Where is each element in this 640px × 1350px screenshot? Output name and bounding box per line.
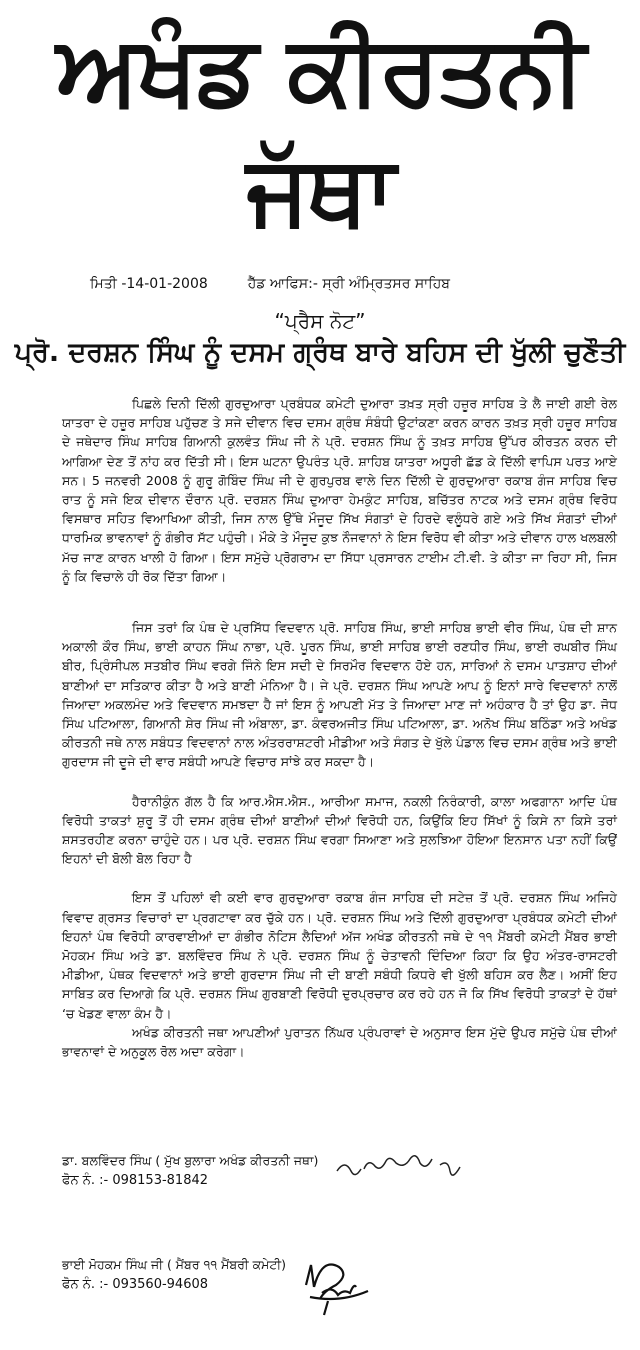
signatory-phone: ਫੋਨ ਨੰ. :- 098153-81842 [62, 1173, 209, 1189]
signatory-name: ਡਾ. ਬਲਵਿੰਦਰ ਸਿੰਘ ( ਮੁੱਖ ਬੁਲਾਰਾ ਅਖੰਡ ਕੀਰਤਨੀ ਜਥਾ) [62, 1153, 319, 1169]
signatory-phone: ਫੋਨ ਨੰ. :- 093560-94608 [62, 1277, 209, 1293]
paragraph: ਪਿਛਲੇ ਦਿਨੀ ਦਿੱਲੀ ਗੁਰਦੁਆਰਾ ਪ੍ਰਬੰਧਕ ਕਮੇਟੀ ਦੁਆਰਾ ਤਖ਼ਤ ਸ੍ਰੀ ਹਜ਼ੂਰ ਸਾਹਿਬ ਤੇ ਲੈ ਜਾਈ ਗਈ ਰੇਲ ਯਾਤਰਾ ਦੇ ਹਜ਼ੂਰ ਸਾਹਿਬ ਪਹੁੱਚਣ ਤੇ ਸਜੇ ਦੀਵਾਨ ਵਿਚ ਦਸਮ ਗ੍ਰੰਥ ਸੰਬੰਧੀ ਉਟਾਂਕਣਾ ਕਰਨ ਕਾਰਨ ਤਖ਼ਤ ਸ੍ਰੀ ਹਜ਼ੂਰ ਸਾਹਿਬ ਦੇ ਜਥੇਦਾਰ ਸਿੰਘ ਸਾਹਿਬ ਗਿਆਨੀ ਕੁਲਵੰਤ ਸਿੰਘ ਜੀ ਨੇ ਪ੍ਰੋ. ਦਰਸ਼ਨ ਸਿੰਘ ਨੂੰ ਤਖ਼ਤ ਸਾਹਿਬ ਉੱਪਰ ਕੀਰਤਨ ਕਰਨ ਦੀ ਆਗਿਆ ਦੇਣ ਤੋਂ ਨਾਂਹ ਕਰ ਦਿੱਤੀ ਸੀ। ਇਸ ਘਟਨਾ ਉਪਰੰਤ ਪ੍ਰੋ. ਸ਼ਾਹਿਬ ਯਾਤਰਾ ਅਧੂਰੀ ਛੱਡ ਕੇ ਦਿੱਲੀ ਵਾਪਿਸ ਪਰਤ ਆਏ ਸਨ। 5 ਜਨਵਰੀ 2008 ਨੂੰ ਗੁਰੂ ਗੋਬਿੰਦ ਸਿੰਘ ਜੀ ਦੇ ਗੁਰਪੁਰਬ ਵਾਲੇ ਦਿਨ ਦਿੱਲੀ ਦੇ ਗੁਰਦੁਆਰਾ ਰਕਾਬ ਗੰਜ ਸਾਹਿਬ ਵਿਚ ਰਾਤ ਨੂੰ ਸਜੇ ਇਕ ਦੀਵਾਨ ਦੌਰਾਨ ਪ੍ਰੋ. ਦਰਸ਼ਨ ਸਿੰਘ ਦੁਆਰਾ ਹੇਮਕੁੰਟ ਸਾਹਿਬ, ਬਚਿੱਤਰ ਨਾਟਕ ਅਤੇ ਦਸਮ ਗ੍ਰੰਥ ਵਿਰੋਧ ਵਿਸਥਾਰ ਸਹਿਤ ਵਿਆਖਿਆ ਕੀਤੀ, ਜਿਸ ਨਾਲ ਉੱਥੇ ਮੌਜੂਦ ਸਿੱਖ ਸੰਗਤਾਂ ਦੇ ਹਿਰਦੇ ਵਲੂੰਧਰੇ ਗਏ ਅਤੇ ਸਿੱਖ ਸੰਗਤਾਂ ਦੀਆਂ ਧਾਰਮਿਕ ਭਾਵਨਾਵਾਂ ਨੂੰ ਗੰਭੀਰ ਸੱਟ ਪਹੁੰਚੀ। ਮੌਕੇ ਤੇ ਮੌਜੂਦ ਕੁਝ ਨੌਜਵਾਨਾਂ ਨੇ ਇਸ ਵਿਰੋਧ ਵੀ ਕੀਤਾ ਅਤੇ ਦੀਵਾਨ ਹਾਲ ਖਲਬਲੀ ਮੱਚ ਜਾਣ ਕਾਰਨ ਖਾਲੀ ਹੋ ਗਿਆ। ਇਸ ਸਮੁੱਚੇ ਪ੍ਰੋਗਰਾਮ ਦਾ ਸਿੱਧਾ ਪ੍ਰਸਾਰਨ ਟਾਈਮ ਟੀ.ਵੀ. ਤੇ ਕੀਤਾ ਜਾ ਰਿਹਾ ਸੀ, ਜਿਸ ਨੂੰ ਕਿ ਵਿਚਾਲੇ ਹੀ ਰੋਕ ਦਿੱਤਾ ਗਿਆ। [62, 396, 617, 584]
signatory-name: ਭਾਈ ਮੋਹਕਮ ਸਿੰਘ ਜੀ ( ਮੈਂਬਰ ੧੧ ਮੈਂਬਰੀ ਕਮੇਟੀ) [62, 1257, 287, 1273]
signatory-2 [62, 1255, 286, 1295]
headline: ਪ੍ਰੋ. ਦਰਸ਼ਨ ਸਿੰਘ ਨੂੰ ਦਸਮ ਗ੍ਰੰਥ ਬਾਰੇ ਬਹਿਸ ਦੀ ਖੁੱਲੀ ਚੁਣੌਤੀ [14, 337, 626, 368]
signature-image [332, 1151, 472, 1191]
body-text [62, 394, 617, 1061]
date: ਮਿਤੀ -14-01-2008 [90, 276, 208, 292]
masthead-title: ਅਖੰਡ ਕੀਰਤਨੀ ਜੱਥਾ [56, 14, 584, 246]
paragraph: ਜਿਸ ਤਰਾਂ ਕਿ ਪੰਥ ਦੇ ਪ੍ਰਸਿੱਧ ਵਿਦਵਾਨ ਪ੍ਰੋ. ਸਾਹਿਬ ਸਿੰਘ, ਭਾਈ ਸਾਹਿਬ ਭਾਈ ਵੀਰ ਸਿੰਘ, ਪੰਥ ਦੀ ਸ਼ਾਨ ਅਕਾਲੀ ਕੌਰ ਸਿੰਘ, ਭਾਈ ਕਾਹਨ ਸਿੰਘ ਨਾਭਾ, ਪ੍ਰੋ. ਪੂਰਨ ਸਿੰਘ, ਭਾਈ ਸਾਹਿਬ ਭਾਈ ਰਣਧੀਰ ਸਿੰਘ, ਭਾਈ ਰਘਬੀਰ ਸਿੰਘ ਬੀਰ, ਪ੍ਰਿੰਸੀਪਲ ਸਤਬੀਰ ਸਿੰਘ ਵਰਗੇ ਜਿੰਨੇ ਇਸ ਸਦੀ ਦੇ ਸਿਰਮੌਰ ਵਿਦਵਾਨ ਹੋਏ ਹਨ, ਸਾਰਿਆਂ ਨੇ ਦਸਮ ਪਾਤਸ਼ਾਹ ਦੀਆਂ ਬਾਣੀਆਂ ਦਾ ਸਤਿਕਾਰ ਕੀਤਾ ਹੈ ਅਤੇ ਬਾਣੀ ਮੰਨਿਆ ਹੈ। ਜੇ ਪ੍ਰੋ. ਦਰਸ਼ਨ ਸਿੰਘ ਆਪਣੇ ਆਪ ਨੂੰ ਇਨਾਂ ਸਾਰੇ ਵਿਦਵਾਨਾਂ ਨਾਲੋਂ ਜਿਆਦਾ ਅਕਲਮੰਦ ਅਤੇ ਵਿਦਵਾਨ ਸਮਝਦਾ ਹੈ ਜਾਂ ਇਸ ਨੂੰ ਆਪਣੀ ਮੱਤ ਤੇ ਜਿਆਦਾ ਮਾਣ ਜਾਂ ਅਹੰਕਾਰ ਹੈ ਤਾਂ ਉਹ ਡਾ. ਜੋਧ ਸਿੰਘ ਪਟਿਆਲਾ, ਗਿਆਨੀ ਸ਼ੇਰ ਸਿੰਘ ਜੀ ਅੰਬਾਲਾ, ਡਾ. ਕੰਵਰਅਜੀਤ ਸਿੰਘ ਪਟਿਆਲਾ, ਡਾ. ਅਨੋਖ ਸਿੰਘ ਬਠਿੰਡਾ ਅਤੇ ਅਖੰਡ ਕੀਰਤਨੀ ਜਥੇ ਨਾਲ ਸਬੰਧਤ ਵਿਦਵਾਨਾਂ ਨਾਲ ਅੰਤਰਰਾਸ਼ਟਰੀ ਮੀਡੀਆ ਅਤੇ ਸੰਗਤ ਦੇ ਖੁੱਲੇ ਪੰਡਾਲ ਵਿਚ ਦਸਮ ਗ੍ਰੰਥ ਅਤੇ ਭਾਈ ਗੁਰਦਾਸ ਜੀ ਦੂਜੇ ਦੀ ਵਾਰ ਸਬੰਧੀ ਆਪਣੇ ਵਿਚਾਰ ਸਾਂਝੇ ਕਰ ਸਕਦਾ ਹੈ। [62, 620, 617, 770]
signatory-row-1 [62, 1151, 622, 1191]
signature-image [300, 1255, 370, 1320]
press-note-label: “ਪ੍ਰੈਸ ਨੋਟ” [274, 309, 366, 333]
paragraph: ਇਸ ਤੋਂ ਪਹਿਲਾਂ ਵੀ ਕਈ ਵਾਰ ਗੁਰਦੁਆਰਾ ਰਕਾਬ ਗੰਜ ਸਾਹਿਬ ਦੀ ਸਟੇਜ਼ ਤੋਂ ਪ੍ਰੋ. ਦਰਸ਼ਨ ਸਿੰਘ ਅਜਿਹੇ ਵਿਵਾਦ ਗ੍ਰਸਤ ਵਿਚਾਰਾਂ ਦਾ ਪ੍ਰਗਟਾਵਾ ਕਰ ਚੁੱਕੇ ਹਨ। ਪ੍ਰੋ. ਦਰਸ਼ਨ ਸਿੰਘ ਅਤੇ ਦਿੱਲੀ ਗੁਰਦੁਆਰਾ ਪ੍ਰਬੰਧਕ ਕਮੇਟੀ ਦੀਆਂ ਇਹਨਾਂ ਪੰਥ ਵਿਰੋਧੀ ਕਾਰਵਾਈਆਂ ਦਾ ਗੰਭੀਰ ਨੋਟਿਸ ਲੈਦਿਆਂ ਅੱਜ ਅਖੰਡ ਕੀਰਤਨੀ ਜਥੇ ਦੇ ੧੧ ਮੈਂਬਰੀ ਕਮੇਟੀ ਮੈਂਬਰ ਭਾਈ ਮੋਹਕਮ ਸਿੰਘ ਅਤੇ ਡਾ. ਬਲਵਿੰਦਰ ਸਿੰਘ ਨੇ ਪ੍ਰੋ. ਦਰਸ਼ਨ ਸਿੰਘ ਨੂੰ ਚੇਤਾਵਨੀ ਦਿੰਦਿਆ ਕਿਹਾ ਕਿ ਉਹ ਅੰਤਰ-ਰਾਸਟਰੀ ਮੀਡੀਆ, ਪੰਥਕ ਵਿਦਵਾਨਾਂ ਅਤੇ ਭਾਈ ਗੁਰਦਾਸ ਸਿੰਘ ਜੀ ਦੀ ਬਾਣੀ ਸਬੰਧੀ ਕਿਧਰੇ ਵੀ ਖੁੱਲੀ ਬਹਿਸ ਕਰ ਲੈਣ। ਅਸੀਂ ਇਹ ਸਾਬਿਤ ਕਰ ਦਿਆਗੇ ਕਿ ਪ੍ਰੋ. ਦਰਸ਼ਨ ਸਿੰਘ ਗੁਰਬਾਣੀ ਵਿਰੋਧੀ ਦੁਰਪ੍ਰਚਾਰ ਕਰ ਰਹੇ ਹਨ ਜੋ ਕਿ ਸਿੱਖ ਵਿਰੋਧੀ ਤਾਕਤਾਂ ਦੇ ਹੱਥਾਂ ‘ਚ ਖੇਡਣ ਵਾਲਾ ਕੰਮ ਹੈ। [62, 890, 617, 1021]
paragraph: ਅਖੰਡ ਕੀਰਤਨੀ ਜਥਾ ਆਪਣੀਆਂ ਪੁਰਾਤਨ ਨਿੱਘਰ ਪ੍ਰੰਪਰਾਵਾਂ ਦੇ ਅਨੁਸਾਰ ਇਸ ਮੁੱਦੇ ਉਪਰ ਸਮੁੱਚੇ ਪੰਥ ਦੀਆਂ ਭਾਵਨਾਵਾਂ ਦੇ ਅਨੁਕੂਲ ਰੋਲ ਅਦਾ ਕਰੇਗਾ। [62, 1024, 617, 1060]
signatory-row-2 [62, 1255, 622, 1320]
signatory-1 [62, 1151, 318, 1191]
head-office: ਹੈੱਡ ਆਫਿਸ:- ਸ੍ਰੀ ਅੰਮ੍ਰਿਤਸਰ ਸਾਹਿਬ [247, 276, 451, 292]
paragraph: ਹੈਰਾਨੀਕੁੰਨ ਗੱਲ ਹੈ ਕਿ ਆਰ.ਐਸ.ਐਸ., ਆਰੀਆ ਸਮਾਜ, ਨਕਲੀ ਨਿਰੰਕਾਰੀ, ਕਾਲਾ ਅਫਗਾਨਾ ਆਦਿ ਪੰਥ ਵਿਰੋਧੀ ਤਾਕਤਾਂ ਸ਼ੁਰੂ ਤੋਂ ਹੀ ਦਸਮ ਗ੍ਰੰਥ ਦੀਆਂ ਬਾਣੀਆਂ ਦੀਆਂ ਵਿਰੋਧੀ ਹਨ, ਕਿਉਂਕਿ ਇਹ ਸਿੱਖਾਂ ਨੂੰ ਕਿਸੇ ਨਾ ਕਿਸੇ ਤਰਾਂ ਸ਼ਸਤਰਹੀਣ ਕਰਨਾ ਚਾਹੁੰਦੇ ਹਨ। ਪਰ ਪ੍ਰੋ. ਦਰਸ਼ਨ ਸਿੰਘ ਵਰਗਾ ਸਿਆਣਾ ਅਤੇ ਸੁਲਝਿਆ ਹੋਇਆ ਇਨਸਾਨ ਪਤਾ ਨਹੀਂ ਕਿਉਂ ਇਹਨਾਂ ਦੀ ਬੋਲੀ ਬੋਲ ਰਿਹਾ ਹੈ [62, 793, 617, 867]
dateline [90, 274, 610, 294]
